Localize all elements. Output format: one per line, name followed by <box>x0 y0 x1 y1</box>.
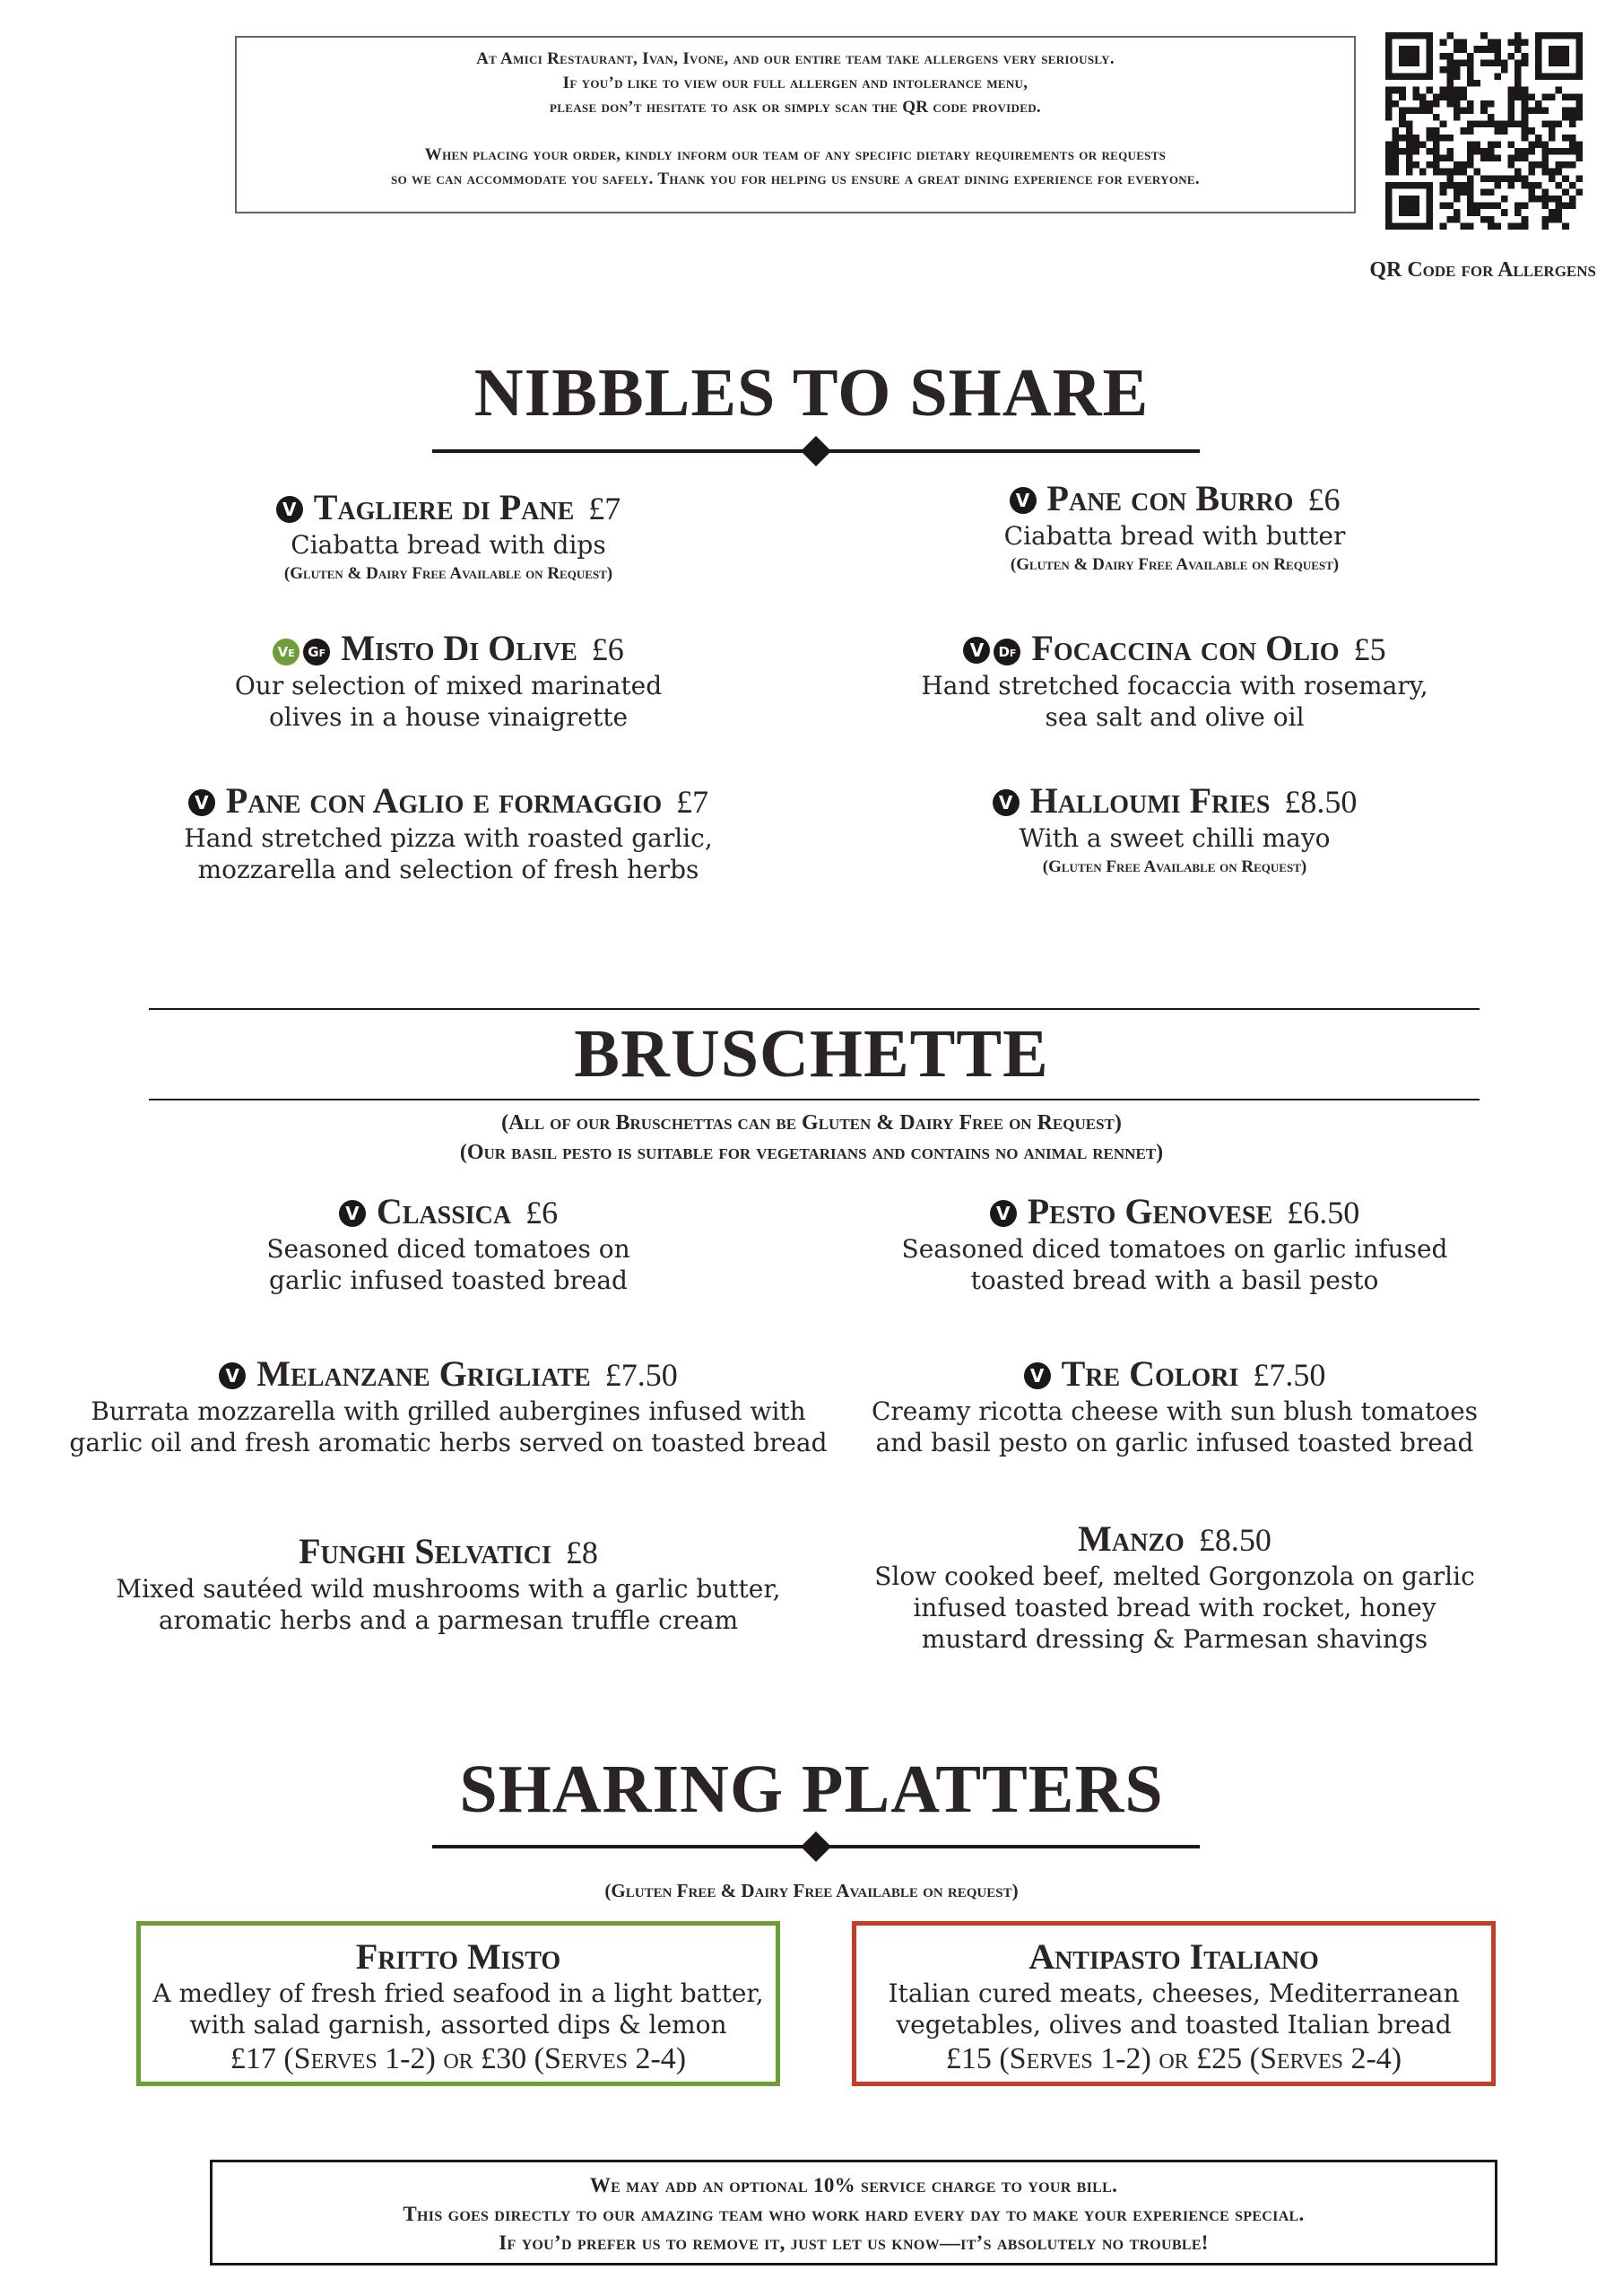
item-description: A medley of fresh fried seafood in a light batter, <box>152 1979 764 2008</box>
platter-fritto-misto <box>136 1921 780 2086</box>
diet-badges <box>993 780 1023 821</box>
diet-badges <box>1024 1353 1055 1394</box>
item-description: Ciabatta bread with butter <box>1003 521 1346 551</box>
item-note: (Gluten & Dairy Free Available on Request) <box>1010 555 1340 574</box>
qr-caption: QR Code for Allergens <box>1369 258 1596 282</box>
item-description: Ciabatta bread with dips <box>291 530 606 560</box>
item-price: £6 <box>525 1195 559 1231</box>
item-title <box>780 780 1569 822</box>
item-description: Seasoned diced tomatoes on garlic infused <box>901 1234 1448 1264</box>
item-description: sea salt and olive oil <box>1045 702 1305 732</box>
notice-line: When placing your order, kindly inform our team of any specific dietary requirements or requests <box>424 145 1167 164</box>
diet-badges <box>339 1191 369 1231</box>
notice-line: If you’d like to view our full allergen and intolerance menu, <box>562 74 1028 92</box>
item-pricing: £15 (Serves 1-2) or £25 (Serves 2-4) <box>945 2042 1402 2075</box>
vegetarian-badge-icon: V <box>990 1200 1017 1227</box>
qr-code-icon[interactable] <box>1385 32 1583 230</box>
section-title-bruschette: BRUSCHETTE <box>574 1016 1049 1091</box>
item-description: mustard dressing & Parmesan shavings <box>921 1624 1428 1654</box>
item-description: Seasoned diced tomatoes on <box>266 1234 630 1264</box>
item-name: Antipasto Italiano <box>1028 1936 1319 1977</box>
item-title <box>54 487 843 529</box>
vegetarian-badge-icon: V <box>1024 1362 1051 1389</box>
item-title <box>54 1191 843 1233</box>
item-price: £7 <box>676 784 709 820</box>
item-name: Tre Colori <box>1061 1353 1239 1394</box>
item-description: olives in a house vinaigrette <box>268 702 629 732</box>
item-description: with salad garnish, assorted dips & lemon <box>189 2010 727 2039</box>
dairy-free-badge-icon: Df <box>994 639 1020 665</box>
item-name: Pane con Burro <box>1046 478 1294 518</box>
gluten-free-badge-icon: Gf <box>303 639 330 665</box>
item-title <box>780 628 1569 670</box>
item-name: Pesto Genovese <box>1027 1191 1273 1231</box>
item-description: Hand stretched pizza with roasted garlic, <box>184 823 713 853</box>
item-name: Pane con Aglio e formaggio <box>225 780 663 821</box>
item-price: £8 <box>565 1535 598 1570</box>
notice-line: so we can accommodate you safely. Thank you for helping us ensure a great dining experience for everyone. <box>391 170 1200 188</box>
item-name: Fritto Misto <box>355 1936 561 1977</box>
item-price: £7 <box>588 491 621 526</box>
item-description: garlic infused toasted bread <box>269 1265 628 1295</box>
item-title <box>54 1531 843 1573</box>
menu-item-pane-con-burro <box>780 478 1569 578</box>
diet-badges <box>188 780 219 821</box>
section-title-platters: SHARING PLATTERS <box>459 1752 1164 1827</box>
item-title <box>54 628 843 670</box>
item-description: toasted bread with a basil pesto <box>970 1265 1379 1295</box>
item-description: and basil pesto on garlic infused toasted bread <box>875 1428 1474 1457</box>
divider-diamond-icon <box>801 436 831 466</box>
item-price: £8.50 <box>1198 1522 1271 1558</box>
item-description: Our selection of mixed marinated <box>234 671 663 700</box>
item-name: Funghi Selvatici <box>299 1531 551 1571</box>
service-charge-notice <box>210 2160 1497 2266</box>
item-price: £7.50 <box>604 1357 678 1393</box>
item-title <box>780 1518 1569 1561</box>
menu-item-manzo <box>780 1518 1569 1655</box>
item-name: Manzo <box>1078 1518 1185 1559</box>
item-description: Creamy ricotta cheese with sun blush tomatoes <box>871 1396 1479 1426</box>
vegetarian-badge-icon: V <box>276 496 303 523</box>
item-description: With a sweet chilli mayo <box>1019 823 1331 853</box>
platter-antipasto-italiano <box>852 1921 1496 2086</box>
item-name: Halloumi Fries <box>1029 780 1271 821</box>
item-title <box>54 1353 843 1396</box>
item-title <box>54 780 843 822</box>
vegetarian-badge-icon: V <box>219 1362 246 1389</box>
diet-badges <box>990 1191 1020 1231</box>
section-note: (All of our Bruschettas can be Gluten & Dairy Free on Request) <box>501 1111 1122 1135</box>
menu-item-tagliere-di-pane <box>54 487 843 587</box>
notice-line: please don’t hesitate to ask or simply scan the QR code provided. <box>550 98 1041 117</box>
service-line: We may add an optional 10% service charge to your bill. <box>589 2174 1118 2196</box>
menu-item-pesto-genovese <box>780 1191 1569 1296</box>
item-description: garlic oil and fresh aromatic herbs served on toasted bread <box>69 1428 828 1457</box>
menu-item-classica <box>54 1191 843 1296</box>
menu-item-focaccina-con-olio <box>780 628 1569 733</box>
section-rule-bottom <box>149 1099 1480 1100</box>
allergen-notice <box>235 36 1356 213</box>
item-price: £5 <box>1353 631 1386 667</box>
vegan-badge-icon: Ve <box>273 639 299 665</box>
vegetarian-badge-icon: V <box>1010 487 1037 514</box>
item-name: Focaccina con Olio <box>1031 628 1340 668</box>
vegetarian-badge-icon: V <box>339 1200 366 1227</box>
item-price: £8.50 <box>1284 784 1358 820</box>
vegetarian-badge-icon: V <box>188 789 215 816</box>
menu-item-halloumi-fries <box>780 780 1569 881</box>
vegetarian-badge-icon: V <box>993 789 1020 816</box>
section-rule-top <box>149 1008 1480 1010</box>
item-name: Misto Di Olive <box>341 628 577 668</box>
item-title <box>780 478 1569 520</box>
diet-badges <box>276 487 307 527</box>
item-name: Classica <box>376 1191 512 1231</box>
item-title <box>780 1353 1569 1396</box>
menu-item-misto-di-olive <box>54 628 843 733</box>
item-price: £6 <box>1307 482 1341 517</box>
diet-badges <box>1010 478 1040 518</box>
item-description: Italian cured meats, cheeses, Mediterranean <box>888 1979 1460 2008</box>
item-description: Mixed sautéed wild mushrooms with a garlic butter, <box>116 1574 781 1604</box>
item-name: Tagliere di Pane <box>313 487 575 527</box>
section-note: (Gluten Free & Dairy Free Available on request) <box>604 1880 1019 1901</box>
item-price: £7.50 <box>1253 1357 1326 1393</box>
menu-item-funghi-selvatici <box>54 1531 843 1636</box>
item-price: £6 <box>591 631 624 667</box>
diet-badges <box>219 1353 249 1394</box>
diet-badges <box>963 628 1024 668</box>
item-name: Melanzane Grigliate <box>256 1353 591 1394</box>
section-title-nibbles: NIBBLES TO SHARE <box>473 355 1150 430</box>
service-line: This goes directly to our amazing team who work hard every day to make your experience special. <box>403 2203 1305 2225</box>
vegetarian-badge-icon: V <box>963 637 990 664</box>
item-description: vegetables, olives and toasted Italian bread <box>896 2010 1452 2039</box>
menu-item-melanzane-grigliate <box>54 1353 843 1458</box>
item-description: aromatic herbs and a parmesan truffle cream <box>158 1605 739 1635</box>
divider-diamond-icon <box>801 1831 831 1862</box>
notice-line: At Amici Restaurant, Ivan, Ivone, and our entire team take allergens very seriously. <box>476 49 1115 68</box>
menu-item-tre-colori <box>780 1353 1569 1458</box>
item-description: mozzarella and selection of fresh herbs <box>197 855 699 884</box>
item-note: (Gluten & Dairy Free Available on Request) <box>283 564 613 583</box>
item-pricing: £17 (Serves 1-2) or £30 (Serves 2-4) <box>230 2042 687 2075</box>
item-price: £6.50 <box>1287 1195 1360 1231</box>
diet-badges <box>273 628 334 668</box>
section-note: (Our basil pesto is suitable for vegetarians and contains no animal rennet) <box>459 1141 1164 1164</box>
item-description: Burrata mozzarella with grilled aubergines infused with <box>91 1396 806 1426</box>
item-description: infused toasted bread with rocket, honey <box>913 1593 1436 1622</box>
item-description: Hand stretched focaccia with rosemary, <box>921 671 1428 700</box>
item-title <box>780 1191 1569 1233</box>
service-line: If you’d prefer us to remove it, just let us know—it’s absolutely no trouble! <box>499 2231 1209 2254</box>
item-description: Slow cooked beef, melted Gorgonzola on garlic <box>874 1561 1475 1591</box>
item-note: (Gluten Free Available on Request) <box>1042 857 1307 876</box>
menu-item-pane-con-aglio <box>54 780 843 885</box>
